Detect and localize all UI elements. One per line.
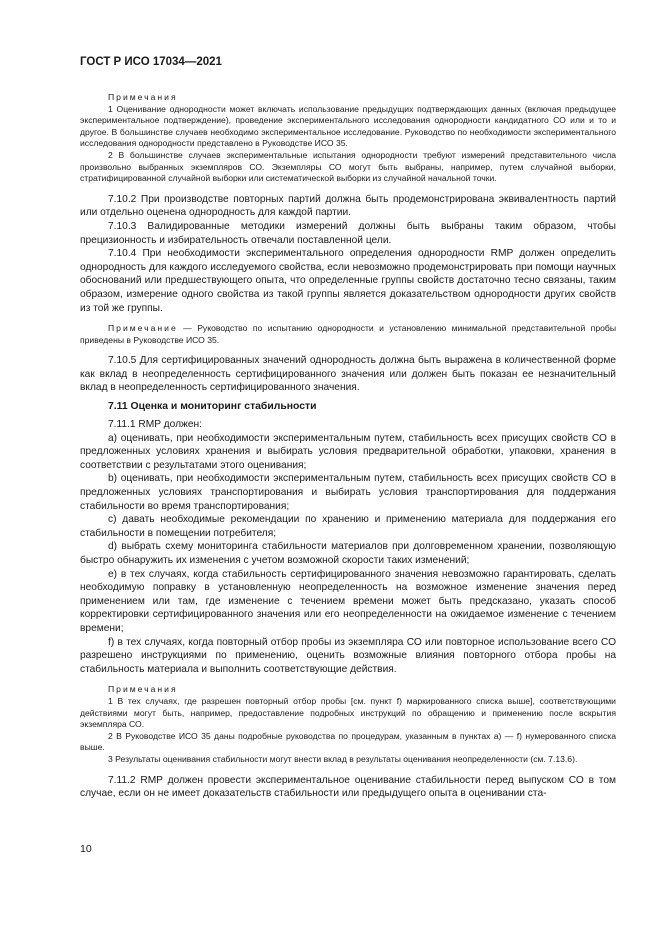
clause-7-11-2: 7.11.2 RMP должен провести экспериментальное оценивание стабильности перед выпуском СО в том случае, если он не имеет доказательств стабильности или предыдущего опыта в оценивании ста- — [80, 774, 616, 800]
list-item-f: f) в тех случаях, когда повторный отбор пробы из экземпляра СО или повторное использование всего СО разрешено инструкциями по применению, оценить возможные влияния повторного отбора пробы на стабильность материала и выполнить соответствующие действия. — [80, 636, 616, 675]
note-item: 2 В Руководстве ИСО 35 даны подробные руководства по процедурам, указанным в пунктах a) — f) нумерованного списка выше. — [80, 730, 616, 753]
clause-7-10-4: 7.10.4 При необходимости экспериментального определения однородности RMP должен определить однородность для каждого исследуемого свойства, если невозможно продемонстрировать при помощи научных обоснований или предшествующего опыта, что определенные группы свойств достаточно тесно связаны, таким образом, измерение одного свойства из такой группы является доказательством однородности других свойств из той же группы. — [80, 248, 616, 314]
clause-7-10-5: 7.10.5 Для сертифицированных значений однородность должна быть выражена в количественной форме как вклад в неопределенность сертифицированного значения или должен быть показан ее незначительный вклад в неопределенность сертифицированного значения. — [80, 355, 616, 394]
notes-title: Примечания — [108, 92, 178, 102]
note-homogeneity-guide — [80, 323, 616, 346]
section-heading-7-11: 7.11 Оценка и мониторинг стабильности — [108, 401, 317, 413]
clause-7-10-2: 7.10.2 При производстве повторных партий должна быть продемонстрирована эквивалентность партий или отдельно оценена однородность для каждой партии. — [80, 193, 616, 219]
note-label: Примечание — [108, 323, 178, 334]
notes-title: Примечания — [108, 684, 178, 695]
page-content — [80, 92, 616, 801]
list-item-b: b) оценивать, при необходимости экспериментальным путем, стабильность всех присущих свойств СО в предложенных условиях транспортирования и выбирать условия транспортирования для поддержания стабильности во время транспортирования; — [80, 473, 616, 512]
standard-code: ГОСТ Р ИСО 17034—2021 — [80, 56, 222, 68]
notes-homogeneity — [80, 92, 616, 185]
note-text: — Руководство по испытанию однородности и установлению минимальной представительной пробы приведены в Руководстве ИСО 35. — [80, 323, 616, 345]
list-item-a: a) оценивать, при необходимости экспериментальным путем, стабильность всех присущих свойств СО в предложенных условиях хранения и выбирать условия предварительной обработки, упаковки, хранения в соответствии с результатами этого оценивания; — [80, 432, 616, 471]
clause-7-10-3: 7.10.3 Валидированные методики измерений должны быть выбраны таким образом, чтобы прецизионность и избирательность отвечали поставленной цели. — [80, 220, 616, 246]
list-item-d: d) выбрать схему мониторинга стабильности материалов при долговременном хранении, позволяющую быстро обнаружить их изменения с учетом возможной скорости таких изменений; — [80, 541, 616, 566]
note-item: 2 В большинстве случаев экспериментальные испытания однородности требуют измерений представительного числа произвольно выбранных экземпляров СО. Экземпляры СО могут быть выбраны, например, путем случайной выборки, стратифицированной случайной выборки или систематической выборки из случайной начальной точки. — [80, 149, 616, 184]
page-number: 10 — [80, 843, 92, 855]
note-item: 1 Оценивание однородности может включать использование предыдущих подтверждающих данных (включая предыдущее экспериментальное подтверждение), проведение экспериментального исследования однородности кандидатного СО или и то и другое. В большинстве случаев необходимо экспериментальное исследование. Руководство по необходимости экспериментального исследования однородности представлено в Руководстве ИСО 35. — [80, 103, 616, 149]
note-item: 1 В тех случаях, где разрешен повторный отбор пробы [см. пункт f) маркированного списка выше], соответствующими действиями могут быть, например, предоставление подробных инструкций по обращению и применению после вскрытия экземпляра СО. — [80, 695, 616, 730]
clause-7-11-1: 7.11.1 RMP должен: — [108, 419, 202, 431]
list-item-e: e) в тех случаях, когда стабильность сертифицированного значения невозможно гарантировать, сделать необходимую поправку в установленную неопределенность на возможное изменение значения перед применением или там, где изменение с течением времени может быть предсказано, указать способ корректировки сертифицированного значения или его неопределенности на ожидаемое изменение с течением времени; — [80, 568, 616, 634]
note-item: 3 Результаты оценивания стабильности могут внести вклад в результаты оценивания неопределенности (см. 7.13.6). — [108, 753, 578, 764]
list-item-c: c) давать необходимые рекомендации по хранению и применению материала для поддержания его стабильности в помещении потребителя; — [80, 514, 616, 539]
notes-stability — [80, 684, 616, 765]
